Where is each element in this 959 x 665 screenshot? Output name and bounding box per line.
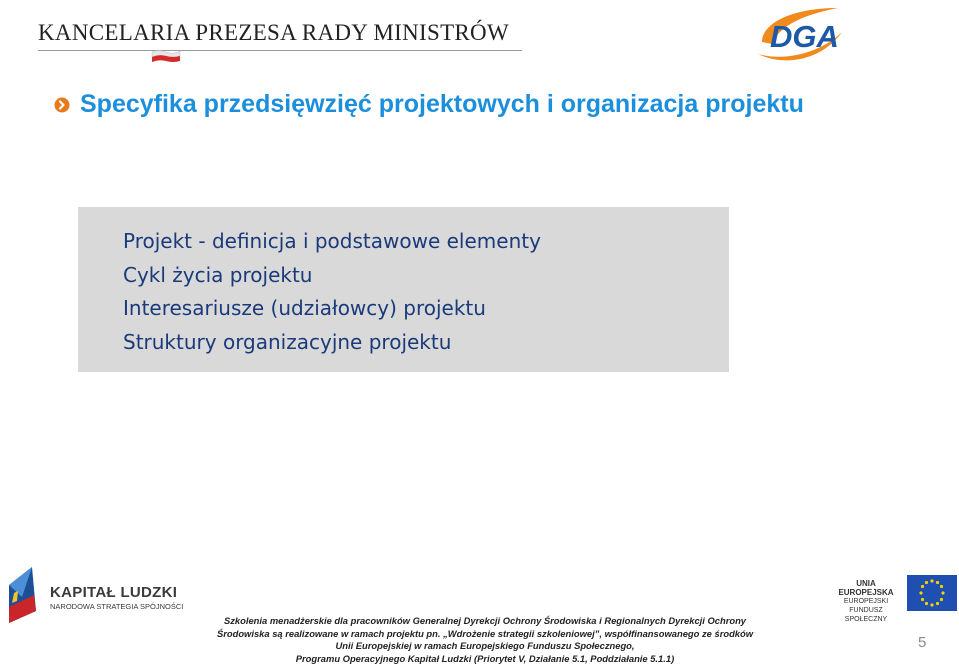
slide-title: Specyfika przedsięwzięć projektowych i organizacja projektu <box>80 90 804 118</box>
kapital-ludzki-logo-icon <box>6 567 46 625</box>
institution-header: KANCELARIA PREZESA RADY MINISTRÓW <box>38 20 509 45</box>
funding-line: Szkolenia menadżerskie dla pracowników Generalnej Dyrekcji Ochrony Środowiska i Regionalnych Dyrekcji Ochrony <box>223 615 747 626</box>
funding-line: Programu Operacyjnego Kapitał Ludzki (Priorytet V, Działanie 5.1, Poddziałanie 5.1.1) <box>295 652 675 664</box>
header-divider <box>38 50 522 51</box>
funding-line: Unii Europejskiej w ramach Europejskiego Funduszu Społecznego, <box>335 640 635 652</box>
dga-logo <box>752 2 852 66</box>
ue-title: UNIA EUROPEJSKA <box>838 579 894 597</box>
funding-notice <box>215 615 755 665</box>
list-item: Projekt - definicja i podstawowe elementy <box>123 229 541 253</box>
chevron-right-circle-icon <box>54 97 70 113</box>
ue-subtitle-1: EUROPEJSKI <box>843 598 889 605</box>
ue-subtitle-2: FUNDUSZ SPOŁECZNY <box>844 607 888 623</box>
list-item: Struktury organizacyjne projektu <box>123 329 452 354</box>
list-item: Cykl życia projektu <box>123 262 313 287</box>
page-number: 5 <box>918 634 927 651</box>
kapital-ludzki-subtitle: NARODOWA STRATEGIA SPÓJNOŚCI <box>50 602 184 611</box>
eu-flag-icon <box>907 575 957 611</box>
polish-flag-icon <box>150 48 182 66</box>
topic-list <box>123 225 541 359</box>
dga-logo-text: DGA <box>770 19 839 54</box>
kapital-ludzki-label: KAPITAŁ LUDZKI <box>50 584 178 601</box>
list-item: Interesariusze (udziałowcy) projektu <box>123 296 486 320</box>
ue-label <box>828 579 904 624</box>
funding-line: Środowiska są realizowane w ramach projektu pn. „Wdrożenie strategii szkoleniowej”, współfinansowanego ze środków <box>216 627 754 639</box>
